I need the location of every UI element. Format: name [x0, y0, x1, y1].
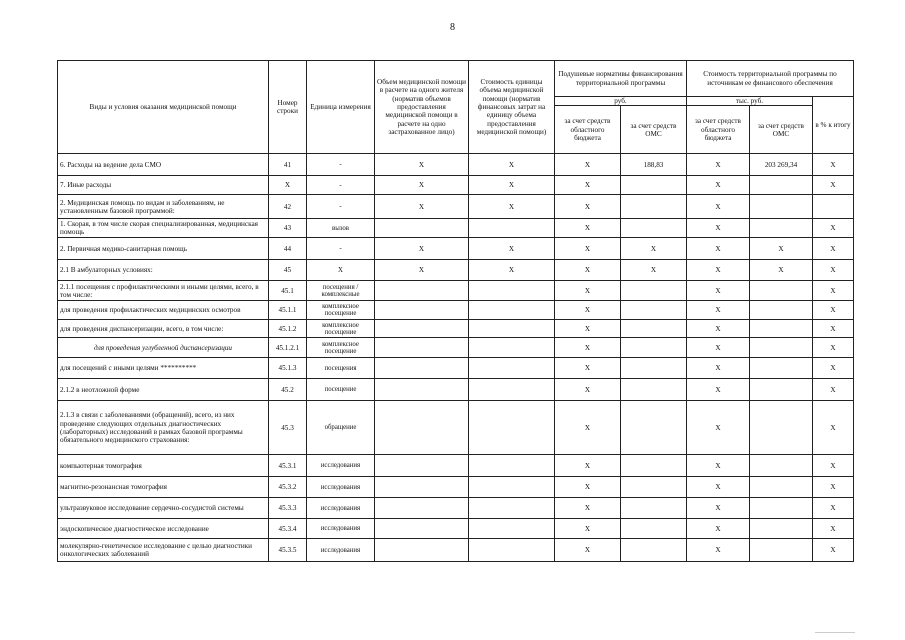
page-number: 8	[450, 22, 455, 33]
row-unit: комплексное посещение	[307, 301, 375, 320]
row-norm-oms	[621, 379, 687, 401]
row-unit: -	[307, 176, 375, 195]
row-name: для проведения диспансеризации, всего, в том числе:	[58, 320, 269, 338]
row-cost-oms	[750, 401, 813, 455]
row-norm-regional: X	[555, 301, 621, 320]
row-number: 43	[269, 219, 307, 238]
table-row	[58, 401, 854, 455]
row-cost-regional: X	[687, 379, 750, 401]
row-norm-regional: X	[555, 338, 621, 358]
row-unit: комплексное посещение	[307, 338, 375, 358]
row-norm-oms	[621, 195, 687, 219]
row-unit-cost: X	[469, 260, 555, 281]
row-number: 45.1.2.1	[269, 338, 307, 358]
row-cost-oms	[750, 519, 813, 539]
table-row	[58, 358, 854, 379]
row-number: 45.2	[269, 379, 307, 401]
table-body	[58, 154, 854, 562]
table-row	[58, 519, 854, 539]
row-unit: исследования	[307, 539, 375, 562]
row-norm-oms: X	[621, 260, 687, 281]
row-cost-regional: X	[687, 260, 750, 281]
row-norm-oms	[621, 301, 687, 320]
header-volume: Объем медицинской помощи в расчете на одного жителя (норматив объемов предоставления медицинской помощи в расчете на одно застрахованное лицо)	[375, 61, 469, 154]
row-name: ультразвуковое исследование сердечно-сосудистой системы	[58, 498, 269, 519]
row-cost-oms	[750, 281, 813, 301]
row-cost-percent: X	[813, 238, 854, 260]
row-cost-percent: X	[813, 320, 854, 338]
row-norm-oms: X	[621, 238, 687, 260]
row-cost-oms	[750, 498, 813, 519]
row-cost-oms	[750, 455, 813, 477]
table-row	[58, 338, 854, 358]
header-cost-regional: за счет средств областного бюджета	[687, 106, 750, 154]
row-cost-regional: X	[687, 176, 750, 195]
row-number: X	[269, 176, 307, 195]
row-norm-regional: X	[555, 477, 621, 498]
row-unit-cost	[469, 477, 555, 498]
row-cost-oms: X	[750, 260, 813, 281]
row-number: 45.1.3	[269, 358, 307, 379]
row-norm-regional: X	[555, 238, 621, 260]
row-unit-cost: X	[469, 154, 555, 176]
header-norms-group: Подушевые нормативы финансирования территориальной программы	[555, 61, 687, 97]
row-cost-regional: X	[687, 539, 750, 562]
row-cost-percent: X	[813, 260, 854, 281]
header-cost-group: Стоимость территориальной программы по источникам ее финансового обеспечения	[687, 61, 854, 97]
row-volume: X	[375, 195, 469, 219]
row-norm-regional: X	[555, 281, 621, 301]
header-unit: Единица измерения	[307, 61, 375, 154]
row-norm-regional: X	[555, 154, 621, 176]
row-cost-oms	[750, 477, 813, 498]
header-norms-regional: за счет средств областного бюджета	[555, 106, 621, 154]
row-unit-cost	[469, 338, 555, 358]
row-norm-regional: X	[555, 519, 621, 539]
row-norm-regional: X	[555, 320, 621, 338]
row-unit: посещение	[307, 379, 375, 401]
row-unit: -	[307, 154, 375, 176]
row-unit-cost	[469, 219, 555, 238]
row-norm-oms	[621, 477, 687, 498]
row-name: для проведения профилактических медицинских осмотров	[58, 301, 269, 320]
row-volume: X	[375, 238, 469, 260]
row-name: молекулярно-генетическое исследование с целью диагностики онкологических заболеваний	[58, 539, 269, 562]
row-name: компьютерная томография	[58, 455, 269, 477]
row-cost-regional: X	[687, 320, 750, 338]
row-cost-regional: X	[687, 358, 750, 379]
table-row	[58, 281, 854, 301]
row-unit-cost: X	[469, 176, 555, 195]
table-row	[58, 320, 854, 338]
row-number: 45.3	[269, 401, 307, 455]
row-name: 2. Медицинская помощь по видам и заболеваниям, не установленным базовой программой:	[58, 195, 269, 219]
row-volume	[375, 539, 469, 562]
row-norm-oms	[621, 338, 687, 358]
row-norm-regional: X	[555, 455, 621, 477]
row-cost-percent: X	[813, 379, 854, 401]
row-unit: посещения / комплексные	[307, 281, 375, 301]
row-norm-oms	[621, 498, 687, 519]
row-number: 45.3.5	[269, 539, 307, 562]
row-cost-oms	[750, 379, 813, 401]
table-row	[58, 260, 854, 281]
row-volume: X	[375, 176, 469, 195]
row-cost-oms	[750, 195, 813, 219]
row-unit-cost: X	[469, 238, 555, 260]
row-norm-oms	[621, 455, 687, 477]
row-number: 44	[269, 238, 307, 260]
row-unit-cost	[469, 498, 555, 519]
row-unit: X	[307, 260, 375, 281]
row-cost-percent: X	[813, 154, 854, 176]
row-cost-oms	[750, 358, 813, 379]
row-number: 45	[269, 260, 307, 281]
row-name: для проведения углубленной диспансеризации	[58, 338, 269, 358]
row-unit-cost	[469, 519, 555, 539]
row-unit-cost	[469, 379, 555, 401]
row-cost-regional: X	[687, 238, 750, 260]
row-cost-percent: X	[813, 455, 854, 477]
header-cost-currency: тыс. руб.	[687, 97, 813, 106]
row-volume	[375, 358, 469, 379]
row-norm-regional: X	[555, 379, 621, 401]
row-name: 2.1.1 посещения с профилактическими и иными целями, всего, в том числе:	[58, 281, 269, 301]
row-norm-regional: X	[555, 358, 621, 379]
row-name: магнитно-резонансная томография	[58, 477, 269, 498]
header-unit-cost: Стоимость единицы объема медицинской помощи (норматив финансовых затрат на единицу объема предоставления медицинской помощи)	[469, 61, 555, 154]
row-norm-regional: X	[555, 195, 621, 219]
row-cost-regional: X	[687, 498, 750, 519]
row-norm-regional: X	[555, 498, 621, 519]
row-unit-cost	[469, 401, 555, 455]
row-unit: -	[307, 195, 375, 219]
row-norm-oms	[621, 176, 687, 195]
row-cost-regional: X	[687, 219, 750, 238]
row-volume	[375, 219, 469, 238]
row-name: эндоскопическое диагностическое исследование	[58, 519, 269, 539]
row-cost-regional: X	[687, 338, 750, 358]
row-number: 45.1	[269, 281, 307, 301]
row-number: 45.1.1	[269, 301, 307, 320]
row-unit: посещения	[307, 358, 375, 379]
row-unit-cost: X	[469, 195, 555, 219]
row-unit-cost	[469, 455, 555, 477]
row-cost-percent: X	[813, 219, 854, 238]
row-volume	[375, 379, 469, 401]
row-norm-oms	[621, 539, 687, 562]
row-unit: вызов	[307, 219, 375, 238]
scan-artifact	[815, 632, 855, 633]
row-cost-percent: X	[813, 401, 854, 455]
row-volume	[375, 401, 469, 455]
row-number: 45.3.4	[269, 519, 307, 539]
table-row	[58, 195, 854, 219]
row-unit-cost	[469, 358, 555, 379]
row-cost-oms	[750, 301, 813, 320]
row-unit: исследования	[307, 519, 375, 539]
row-cost-percent: X	[813, 539, 854, 562]
table-row	[58, 301, 854, 320]
header-kind: Виды и условия оказания медицинской помощи	[58, 61, 269, 154]
row-volume	[375, 477, 469, 498]
financing-table	[57, 60, 854, 562]
row-name: 1. Скорая, в том числе скорая специализированная, медицинская помощь	[58, 219, 269, 238]
row-name: 6. Расходы на ведение дела СМО	[58, 154, 269, 176]
row-unit: исследования	[307, 498, 375, 519]
row-cost-regional: X	[687, 154, 750, 176]
row-cost-percent: X	[813, 358, 854, 379]
row-name: для посещений с иными целями **********	[58, 358, 269, 379]
row-number: 45.1.2	[269, 320, 307, 338]
row-cost-oms	[750, 219, 813, 238]
row-volume	[375, 455, 469, 477]
header-cost-oms: за счет средств ОМС	[750, 106, 813, 154]
row-name: 2.1.3 в связи с заболеваниями (обращений), всего, из них проведение следующих отдельных диагностических (лабораторных) исследований в рамках базовой программы обязательного медицинского страхования:	[58, 401, 269, 455]
row-cost-regional: X	[687, 519, 750, 539]
row-cost-regional: X	[687, 301, 750, 320]
row-unit: комплексное посещение	[307, 320, 375, 338]
row-number: 42	[269, 195, 307, 219]
row-cost-percent: X	[813, 176, 854, 195]
row-volume	[375, 498, 469, 519]
row-cost-percent: X	[813, 498, 854, 519]
row-cost-regional: X	[687, 477, 750, 498]
row-cost-oms	[750, 338, 813, 358]
header-norms-currency: руб.	[555, 97, 687, 106]
row-volume	[375, 519, 469, 539]
header-row-1	[58, 61, 854, 97]
table-row	[58, 455, 854, 477]
row-norm-oms	[621, 219, 687, 238]
row-cost-percent: X	[813, 301, 854, 320]
row-volume: X	[375, 260, 469, 281]
row-cost-oms	[750, 539, 813, 562]
row-norm-oms	[621, 519, 687, 539]
row-unit: обращение	[307, 401, 375, 455]
row-number: 45.3.3	[269, 498, 307, 519]
row-norm-regional: X	[555, 219, 621, 238]
row-cost-oms	[750, 176, 813, 195]
row-cost-regional: X	[687, 455, 750, 477]
row-number: 45.3.2	[269, 477, 307, 498]
row-name: 2.1.2 в неотложной форме	[58, 379, 269, 401]
row-cost-oms	[750, 320, 813, 338]
row-cost-percent: X	[813, 281, 854, 301]
row-cost-percent	[813, 195, 854, 219]
row-norm-oms	[621, 281, 687, 301]
table-row	[58, 477, 854, 498]
row-cost-percent: X	[813, 519, 854, 539]
row-norm-oms: 188,83	[621, 154, 687, 176]
row-unit-cost	[469, 539, 555, 562]
row-cost-percent: X	[813, 338, 854, 358]
row-norm-oms	[621, 320, 687, 338]
row-unit-cost	[469, 281, 555, 301]
table-row	[58, 154, 854, 176]
row-volume	[375, 338, 469, 358]
table-row	[58, 539, 854, 562]
row-volume	[375, 320, 469, 338]
table-row	[58, 498, 854, 519]
row-unit-cost	[469, 320, 555, 338]
header-cost-percent: в % к итогу	[813, 97, 854, 154]
row-volume	[375, 281, 469, 301]
row-cost-oms: X	[750, 238, 813, 260]
row-cost-regional: X	[687, 281, 750, 301]
row-norm-regional: X	[555, 176, 621, 195]
table-row	[58, 379, 854, 401]
row-norm-regional: X	[555, 401, 621, 455]
row-unit: исследования	[307, 477, 375, 498]
row-name: 2. Первичная медико-санитарная помощь	[58, 238, 269, 260]
header-row-number: Номер строки	[269, 61, 307, 154]
row-norm-regional: X	[555, 260, 621, 281]
row-cost-oms: 203 269,34	[750, 154, 813, 176]
table-row	[58, 176, 854, 195]
row-norm-oms	[621, 401, 687, 455]
row-name: 7. Иные расходы	[58, 176, 269, 195]
row-unit: исследования	[307, 455, 375, 477]
row-cost-regional: X	[687, 401, 750, 455]
row-norm-regional: X	[555, 539, 621, 562]
row-number: 45.3.1	[269, 455, 307, 477]
row-volume: X	[375, 154, 469, 176]
row-unit-cost	[469, 301, 555, 320]
row-number: 41	[269, 154, 307, 176]
row-unit: -	[307, 238, 375, 260]
row-cost-regional: X	[687, 195, 750, 219]
row-cost-percent: X	[813, 477, 854, 498]
table-row	[58, 238, 854, 260]
row-norm-oms	[621, 358, 687, 379]
row-name: 2.1 В амбулаторных условиях:	[58, 260, 269, 281]
header-norms-oms: за счет средств ОМС	[621, 106, 687, 154]
table-row	[58, 219, 854, 238]
row-volume	[375, 301, 469, 320]
